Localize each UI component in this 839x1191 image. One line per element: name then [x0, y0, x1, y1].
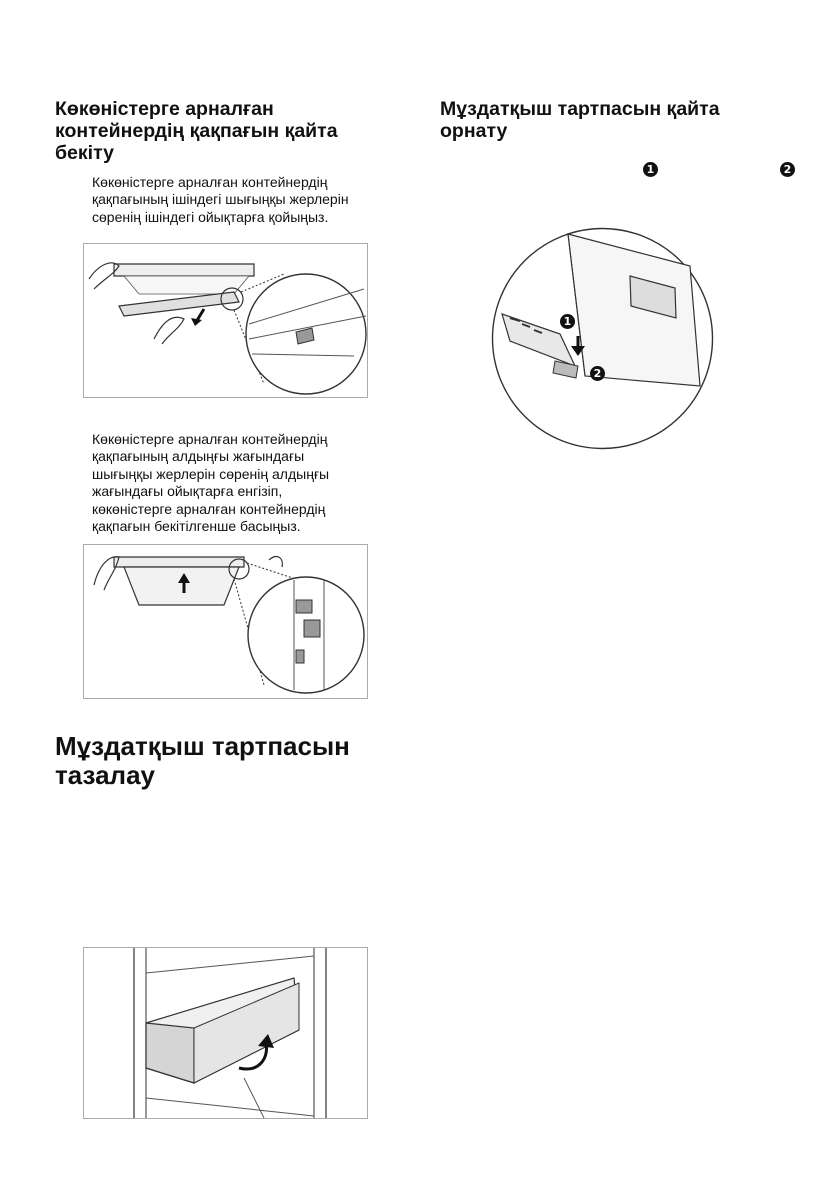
section-title-freezer-drawer-cleaning: [55, 732, 350, 790]
step-1-text: [92, 174, 349, 226]
figure-drawer-removal: [83, 947, 368, 1119]
figure-lid-insert-rear: [83, 243, 368, 398]
title-line: тазалау: [55, 760, 155, 790]
title-line: Көкөністерге арналған: [55, 98, 274, 120]
text-line: Көкөністерге арналған контейнердің: [92, 431, 328, 447]
text-line: көкөністерге арналған контейнердің: [92, 500, 326, 517]
title-line: Мұздатқыш тартпасын қайта: [440, 98, 720, 120]
section-title-lid-refit: [55, 98, 338, 164]
step-2-text: [92, 431, 329, 535]
text-line: Көкөністерге арналған контейнердің: [92, 174, 328, 190]
figure-drawer-refit: [490, 226, 715, 451]
section-title-freezer-drawer-refit: [440, 98, 720, 142]
text-line: қақпағының алдыңғы жағындағы: [92, 448, 305, 465]
text-line: шығыңқы жерлерін сөренің алдыңғы: [92, 465, 330, 482]
text-line: қақпағын бекітілгенше басыңыз.: [92, 518, 301, 535]
lid-push-illustration: [84, 545, 367, 698]
callout-2: 2: [590, 366, 605, 381]
drawer-refit-illustration: [490, 226, 715, 451]
text-line: қақпағының ішіндегі шығыңқы жерлерін: [92, 191, 349, 208]
text-line: жағындағы ойықтарға енгізіп,: [92, 483, 283, 500]
lid-insert-illustration: [84, 244, 367, 397]
figure-lid-push-front: [83, 544, 368, 699]
step-marker-2: 2: [780, 162, 795, 177]
title-line: орнату: [440, 120, 508, 142]
text-line: сөренің ішіндегі ойықтарға қойыңыз.: [92, 208, 329, 225]
callout-1: 1: [560, 314, 575, 329]
title-line: контейнердің қақпағын қайта: [55, 120, 338, 142]
title-line: бекіту: [55, 142, 114, 164]
step-marker-1: 1: [643, 162, 658, 177]
title-line: Мұздатқыш тартпасын: [55, 731, 350, 761]
drawer-removal-illustration: [84, 948, 367, 1118]
